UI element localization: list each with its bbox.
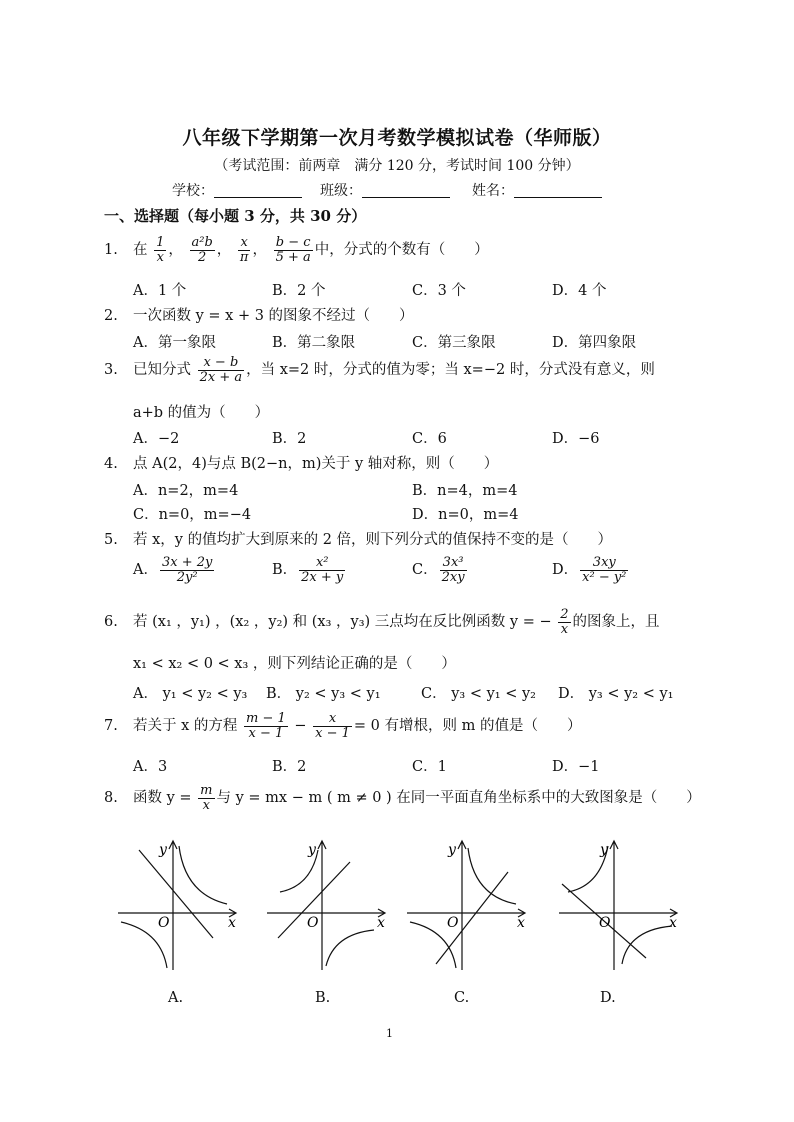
section-title: 一、选择题（每小题 3 分，共 30 分） — [104, 207, 367, 225]
class-field[interactable] — [320, 180, 450, 200]
fraction: $\frac{x - b}{2x + a}$ — [199, 355, 243, 385]
option-b[interactable]: B．2 — [272, 431, 307, 447]
question-8-stem: 8. 函数 y = $\frac{m}{x}$ 与 y = mx − m ( m ≠ 0 ) 在同一平面直角坐标系中的大致图象是（ ） — [104, 783, 701, 813]
option-c[interactable]: C．3 个 — [412, 283, 466, 299]
option-c[interactable]: C．第三象限 — [412, 335, 496, 351]
option-a[interactable]: A． y₁ < y₂ < y₃ — [133, 686, 248, 702]
option-a[interactable]: A．−2 — [133, 431, 180, 447]
option-b[interactable]: B． y₂ < y₃ < y₁ — [266, 686, 381, 702]
fraction: $\frac{2}{x}$ — [560, 607, 569, 637]
option-a[interactable]: A．3 — [133, 759, 168, 775]
page-number: 1 — [386, 1027, 393, 1040]
option-d[interactable]: D． $\frac{3xy}{\text{x² − y²}}$ — [552, 555, 627, 585]
class-blank[interactable] — [362, 183, 450, 198]
option-c[interactable]: C． y₃ < y₁ < y₂ — [421, 686, 536, 702]
class-label: 班级： — [320, 183, 362, 199]
option-c[interactable]: C. — [454, 990, 470, 1006]
fraction: $\frac{3xy}{\text{x² − y²}}$ — [582, 555, 627, 585]
y-label: y — [308, 842, 316, 858]
option-d[interactable]: D．n=0，m=4 — [412, 507, 519, 523]
option-b[interactable]: B．2 — [272, 759, 307, 775]
origin-label: O — [307, 915, 319, 931]
fraction: $\frac{b - c}{5 + a}$ — [275, 235, 311, 265]
y-label: y — [159, 842, 167, 858]
x-label: x — [228, 915, 236, 931]
graph-c[interactable] — [404, 838, 534, 973]
option-d[interactable]: D．−6 — [552, 431, 600, 447]
school-label: 学校： — [172, 183, 214, 199]
hyperbola-branch — [468, 848, 516, 904]
option-a[interactable]: A．第一象限 — [133, 335, 216, 351]
option-b[interactable]: B．第二象限 — [272, 335, 356, 351]
fraction: $\frac{1}{x}$ — [156, 235, 165, 265]
fraction: $\frac{3x + 2y}{\text{2y²}}$ — [161, 555, 213, 585]
hyperbola-branch — [622, 926, 672, 964]
graph-b[interactable] — [264, 838, 394, 973]
question-7-stem: 7. 若关于 x 的方程 $\frac{m - 1}{x - 1}$ − $\frac{x}{x - 1}$ = 0 有增根，则 m 的值是（ ） — [104, 711, 582, 741]
hyperbola-branch — [179, 846, 227, 904]
origin-label: O — [447, 915, 459, 931]
option-a[interactable]: A． $\frac{3x + 2y}{\text{2y²}}$ — [133, 555, 213, 585]
option-c[interactable]: C．1 — [412, 759, 447, 775]
origin-label: O — [599, 915, 611, 931]
option-b[interactable]: B. — [315, 990, 331, 1006]
option-d[interactable]: D．第四象限 — [552, 335, 637, 351]
option-c[interactable]: C．n=0，m=−4 — [133, 507, 252, 523]
exam-scope: （考试范围：前两章 满分 120 分，考试时间 100 分钟） — [214, 158, 580, 174]
fraction: $\frac{x}{x - 1}$ — [315, 711, 350, 741]
fraction: $\frac{m - 1}{x - 1}$ — [246, 711, 286, 741]
x-label: x — [669, 915, 677, 931]
question-6-line2: x₁ < x₂ < 0 < x₃ ，则下列结论正确的是（ ） — [133, 656, 456, 672]
question-3-line2: a+b 的值为（ ） — [133, 405, 270, 421]
fraction: $\frac{\text{3x³}}{2xy}$ — [441, 555, 465, 585]
option-a[interactable]: A. — [168, 990, 184, 1006]
option-d[interactable]: D． y₃ < y₂ < y₁ — [558, 686, 674, 702]
fraction: $\frac{\text{a²b}}{2}$ — [191, 235, 213, 265]
hyperbola-branch — [326, 930, 374, 966]
graph-a[interactable] — [115, 838, 245, 973]
option-d[interactable]: D. — [600, 990, 616, 1006]
page-title: 八年级下学期第一次月考数学模拟试卷（华师版） — [182, 127, 612, 149]
option-d[interactable]: D．−1 — [552, 759, 600, 775]
fraction: $\frac{\text{x²}}{2x + y}$ — [301, 555, 344, 585]
graph-d[interactable] — [556, 838, 686, 973]
name-blank[interactable] — [514, 183, 602, 198]
question-3-stem: 3. 已知分式 $\frac{x - b}{2x + a}$ ，当 x=2 时，分式的值为零；当 x=−2 时，分式没有意义，则 — [104, 355, 655, 385]
question-1-stem: 1. 在 $\frac{1}{x}$ ， $\frac{\text{a²b}}{2}$ ， $\frac{x}{\pi}$ ， $\frac{b - c}{5 + a}$ 中，分式的个数有（ ） — [104, 235, 489, 265]
option-a[interactable]: A．n=2，m=4 — [133, 483, 239, 499]
y-label: y — [448, 842, 456, 858]
option-c[interactable]: C．6 — [412, 431, 447, 447]
option-d[interactable]: D．4 个 — [552, 283, 607, 299]
option-b[interactable]: B．2 个 — [272, 283, 326, 299]
name-label: 姓名： — [472, 183, 514, 199]
question-5-stem: 5. 若 x，y 的值均扩大到原来的 2 倍，则下列分式的值保持不变的是（ ） — [104, 532, 613, 548]
option-a[interactable]: A．1 个 — [133, 283, 187, 299]
question-2-stem: 2. 一次函数 y = x + 3 的图象不经过（ ） — [104, 308, 414, 324]
y-label: y — [600, 842, 608, 858]
fraction: $\frac{x}{\pi}$ — [239, 235, 249, 265]
option-b[interactable]: B．n=4，m=4 — [412, 483, 518, 499]
option-c[interactable]: C． $\frac{\text{3x³}}{2xy}$ — [412, 555, 465, 585]
option-b[interactable]: B． $\frac{\text{x²}}{2x + y}$ — [272, 555, 344, 585]
x-label: x — [517, 915, 525, 931]
question-6-stem: 6. 若 (x₁ ，y₁) ，(x₂ ，y₂) 和 (x₃ ，y₃) 三点均在反比例函数 y = − $\frac{2}{x}$ 的图象上，且 — [104, 607, 660, 637]
line-graph — [139, 850, 213, 938]
school-field[interactable] — [172, 180, 302, 200]
x-label: x — [377, 915, 385, 931]
fraction: $\frac{m}{x}$ — [200, 783, 213, 813]
origin-label: O — [158, 915, 170, 931]
school-blank[interactable] — [214, 183, 302, 198]
question-4-stem: 4. 点 A(2，4)与点 B(2−n，m)关于 y 轴对称，则（ ） — [104, 456, 499, 472]
name-field[interactable] — [472, 180, 602, 200]
